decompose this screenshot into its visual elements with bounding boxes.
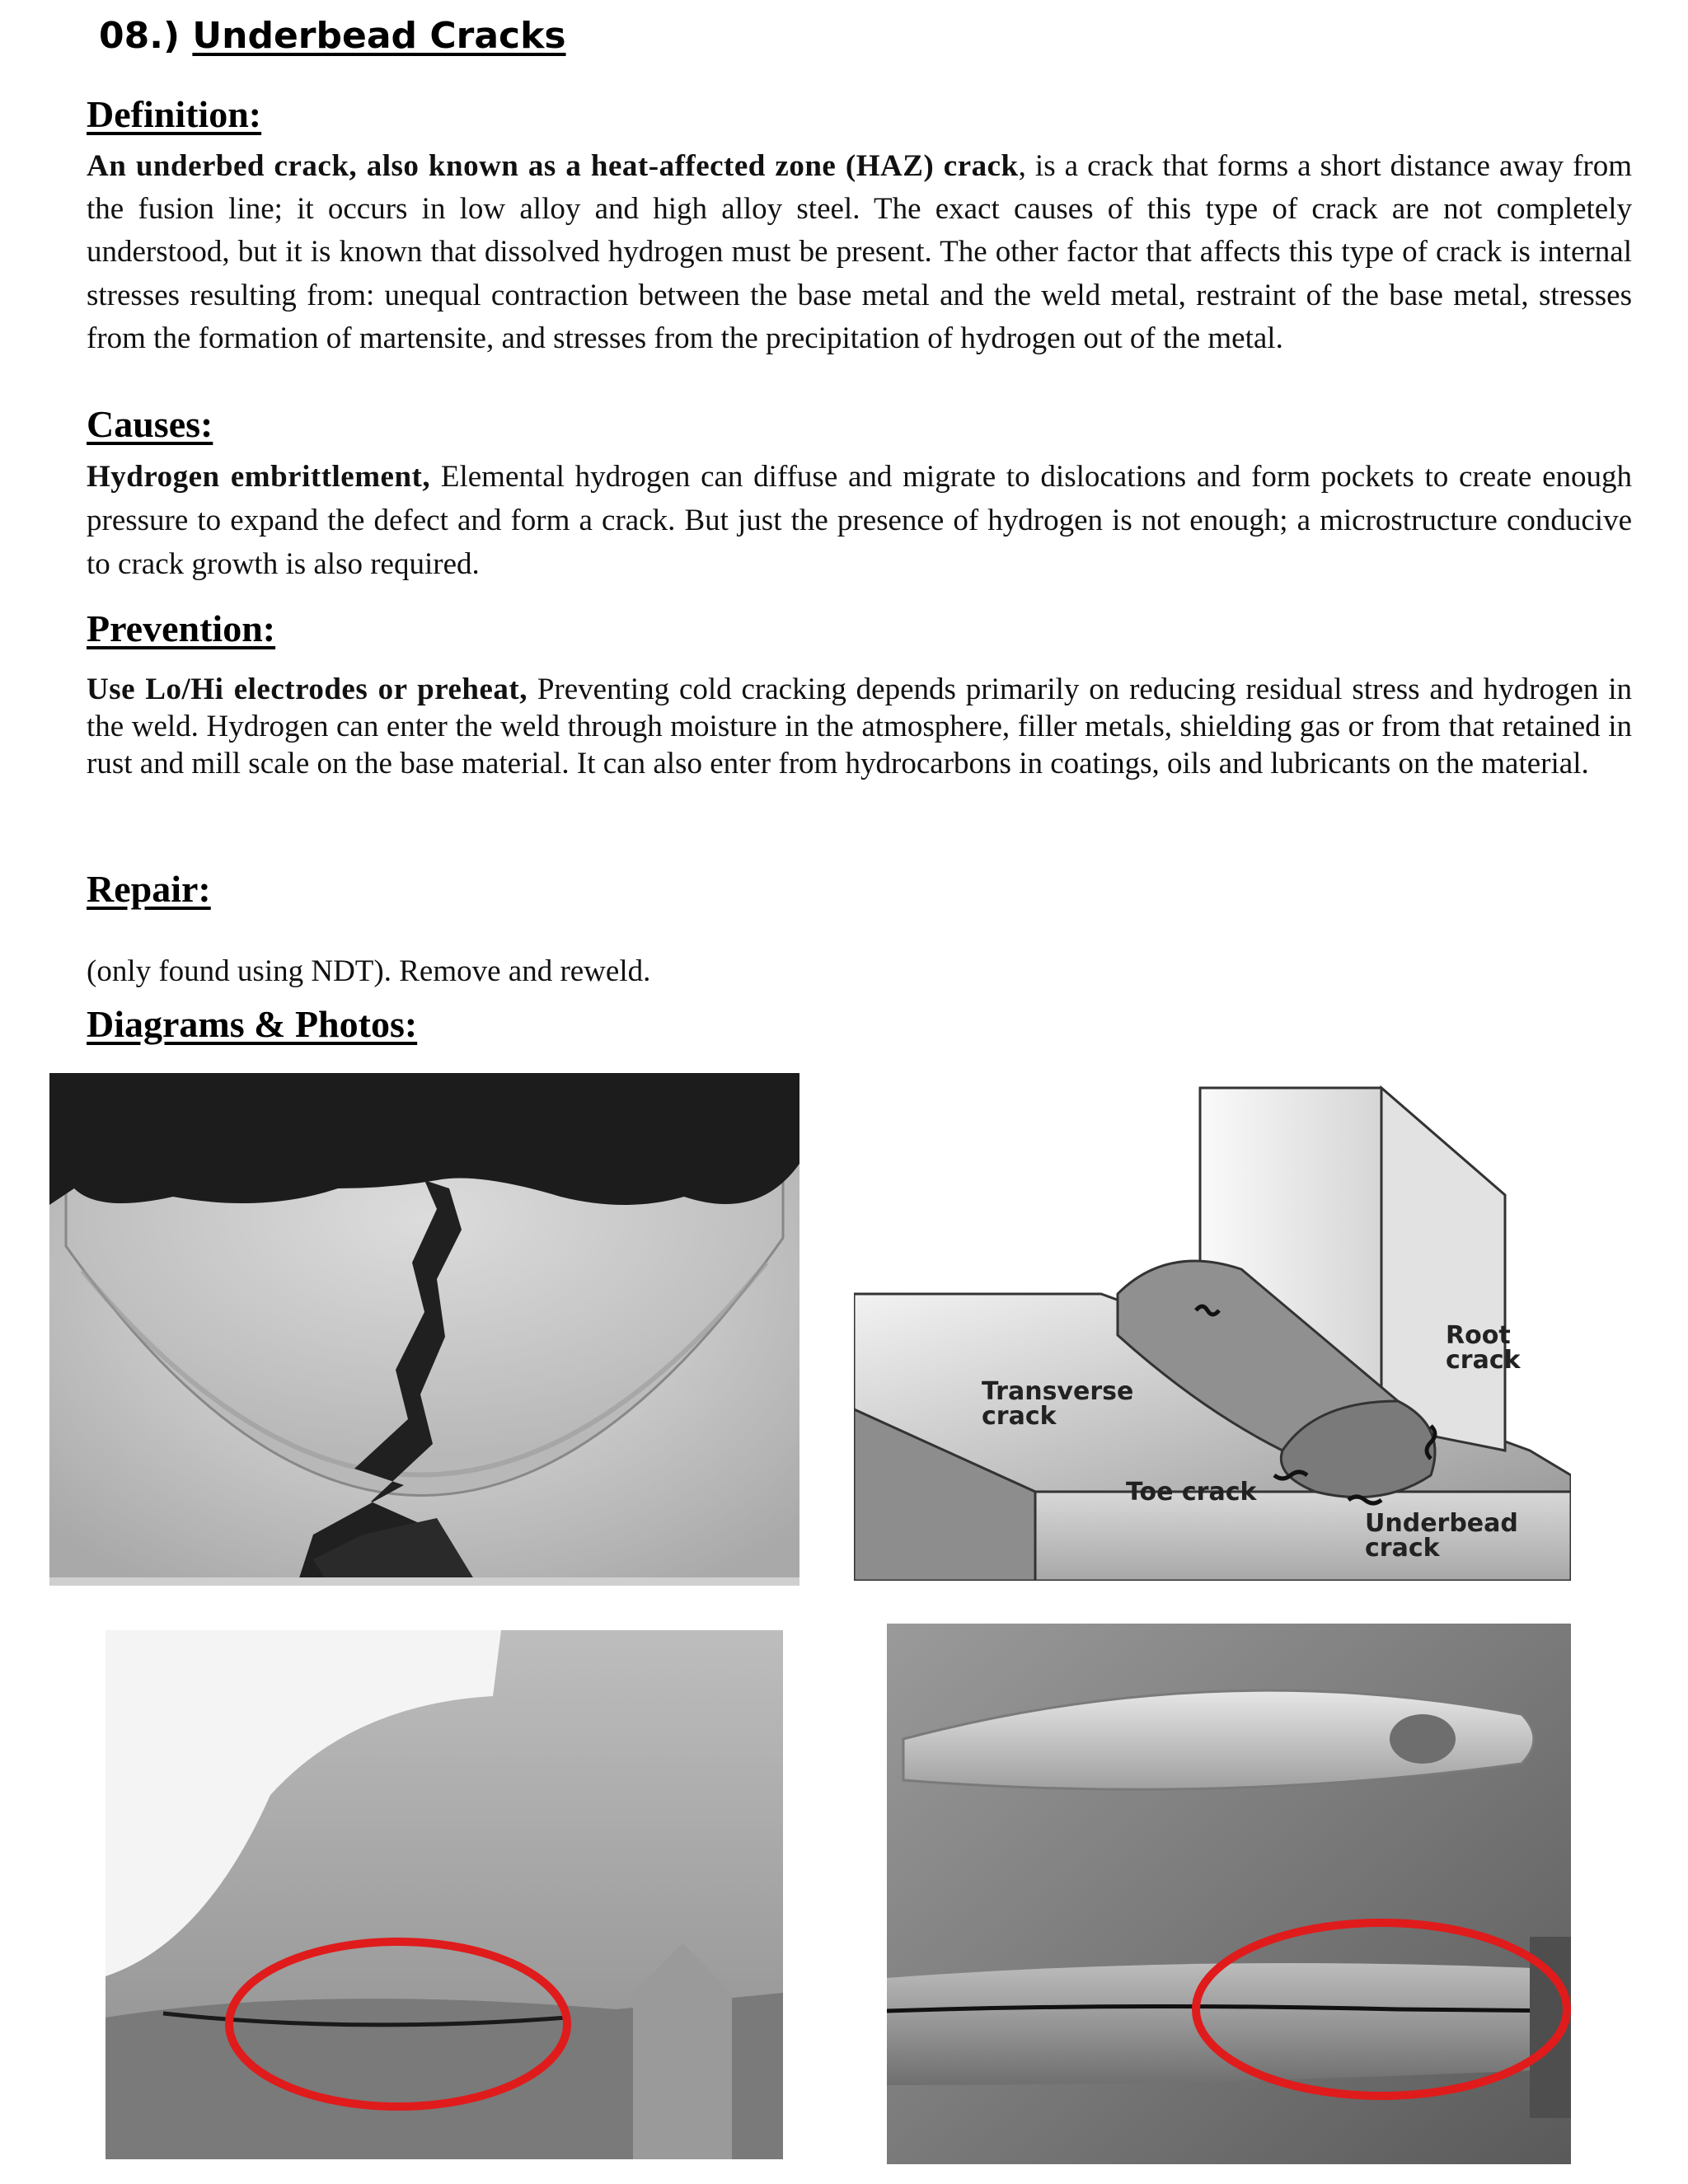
diagrams-heading: Diagrams & Photos: xyxy=(87,1003,418,1045)
label-root-1: Root xyxy=(1446,1321,1511,1350)
causes-paragraph xyxy=(87,455,1632,586)
page-title xyxy=(99,15,566,57)
label-root-2: crack xyxy=(1446,1346,1521,1375)
weld-crack-types-diagram xyxy=(854,1063,1571,1581)
weld-bead-crack-photo xyxy=(887,1624,1571,2164)
micrograph-underbead-crack-photo xyxy=(106,1630,783,2159)
label-transverse-2: crack xyxy=(982,1402,1057,1431)
prevention-body: Preventing cold cracking depends primarily on reducing residual stress and hydrogen in the weld. Hydrogen can enter the weld through moisture in the atmosphere, filler metals, shielding gas or from that retained in rust and mill scale on the base material. It can also enter from hydrocarbons in coatings, oils and lubricants on the material. xyxy=(87,673,1632,780)
label-transverse-1: Transverse xyxy=(982,1377,1134,1406)
repair-heading: Repair: xyxy=(87,868,211,910)
label-underbead-1: Underbead xyxy=(1365,1509,1518,1538)
causes-lead: Hydrogen embrittlement, xyxy=(87,460,431,494)
label-toe: Toe crack xyxy=(1126,1478,1257,1507)
definition-lead: An underbed crack, also known as a heat-affected zone (HAZ) crack xyxy=(87,149,1019,183)
causes-body: Elemental hydrogen can diffuse and migrate to dislocations and form pockets to create enough pressure to expand the defect and form a crack. But just the presence of hydrogen is not enough; a microstructure conducive to crack growth is also required. xyxy=(87,460,1633,581)
definition-heading: Definition: xyxy=(87,93,262,135)
weld-macro-crack-photo xyxy=(49,1073,799,1586)
repair-paragraph: (only found using NDT). Remove and reweld. xyxy=(87,954,651,988)
title-number: 08.) xyxy=(99,15,181,57)
prevention-paragraph xyxy=(87,671,1632,782)
definition-paragraph xyxy=(87,145,1632,360)
definition-body: , is a crack that forms a short distance away from the fusion line; it occurs in low alloy and high alloy steel. The exact causes of this type of crack are not completely understood, but it is known that dissolved hydrogen must be present. The other factor that affects this type of crack is internal stresses resulting from: unequal contraction between the base metal and the weld metal, restraint of the base metal, stresses from the formation of martensite, and stresses from the precipitation of hydrogen out of the metal. xyxy=(87,149,1632,355)
causes-heading: Causes: xyxy=(87,403,213,445)
prevention-heading: Prevention: xyxy=(87,607,276,649)
prevention-lead: Use Lo/Hi electrodes or preheat, xyxy=(87,673,528,706)
label-underbead-2: crack xyxy=(1365,1534,1440,1563)
title-text: Underbead Cracks xyxy=(192,15,566,57)
